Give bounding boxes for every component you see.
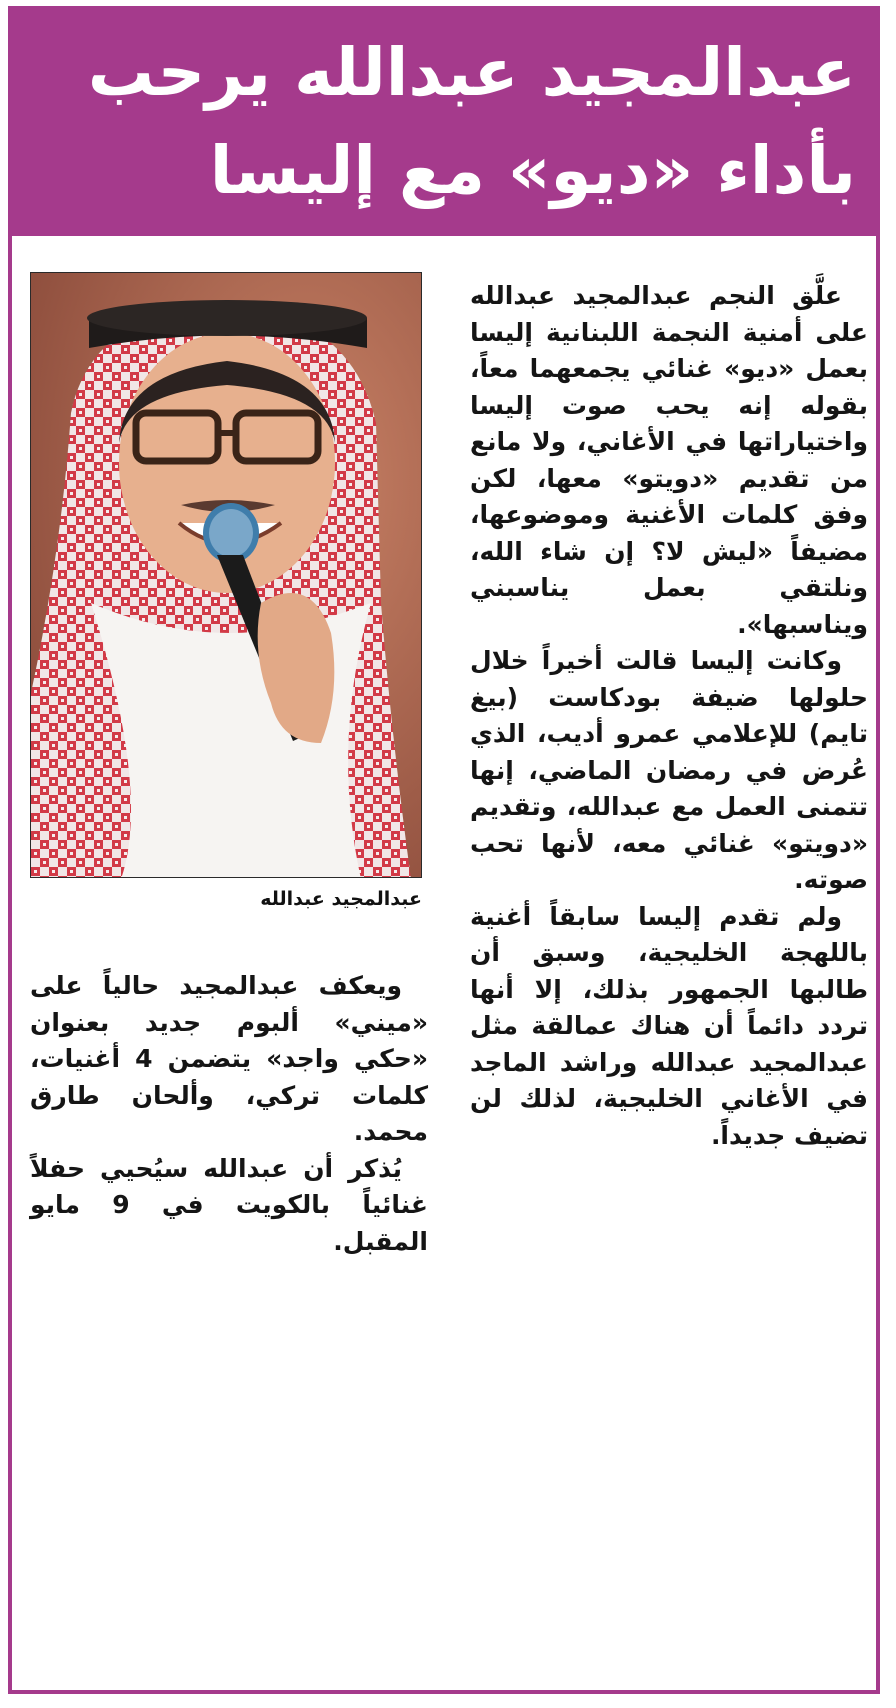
headline-banner [12, 10, 876, 236]
headline-line-2: بأداء «ديو» مع إليسا [209, 132, 856, 209]
article-column-right [470, 278, 868, 1154]
paragraph-3: ولم تقدم إليسا سابقاً أغنية باللهجة الخليجية، وسبق أن طالبها الجمهور بذلك، إلا أنها تردد دائماً أن هناك عمالقة مثل عبدالمجيد عبدالله وراشد الماجد في الأغاني الخليجية، لذلك لن تضيف جديداً. [470, 901, 868, 1150]
article-column-left [30, 968, 428, 1260]
paragraph-5: يُذكر أن عبدالله سيُحيي حفلاً غنائياً بالكويت في 9 مايو المقبل. [30, 1153, 428, 1256]
singer-photo [30, 272, 422, 878]
paragraph-1: علَّق النجم عبدالمجيد عبدالله على أمنية النجمة اللبنانية إليسا بعمل «ديو» غنائي يجمعهما معاً، بقوله إنه يحب صوت إليسا واختياراتها في الأغاني، ولا مانع من تقديم «دويتو» معها، لكن وفق كلمات الأغنية وموضوعها، مضيفاً «ليش لا؟ إن شاء الله، ونلتقي بعمل يناسبني ويناسبها». [470, 281, 868, 639]
headline-line-1: عبدالمجيد عبدالله يرحب [87, 34, 856, 111]
paragraph-2: وكانت إليسا قالت أخيراً خلال حلولها ضيفة بودكاست (بيغ تايم) للإعلامي عمرو أديب، الذي عُرض في رمضان الماضي، إنها تتمنى العمل مع عبدالله، وتقديم «دويتو» غنائي معه، لأنها تحب صوته. [470, 646, 868, 894]
paragraph-4: ويعكف عبدالمجيد حالياً على «ميني» ألبوم جديد بعنوان «حكي واجد» يتضمن 4 أغنيات، كلمات تركي، وألحان طارق محمد. [30, 971, 428, 1146]
photo-caption: عبدالمجيد عبدالله [260, 888, 422, 910]
